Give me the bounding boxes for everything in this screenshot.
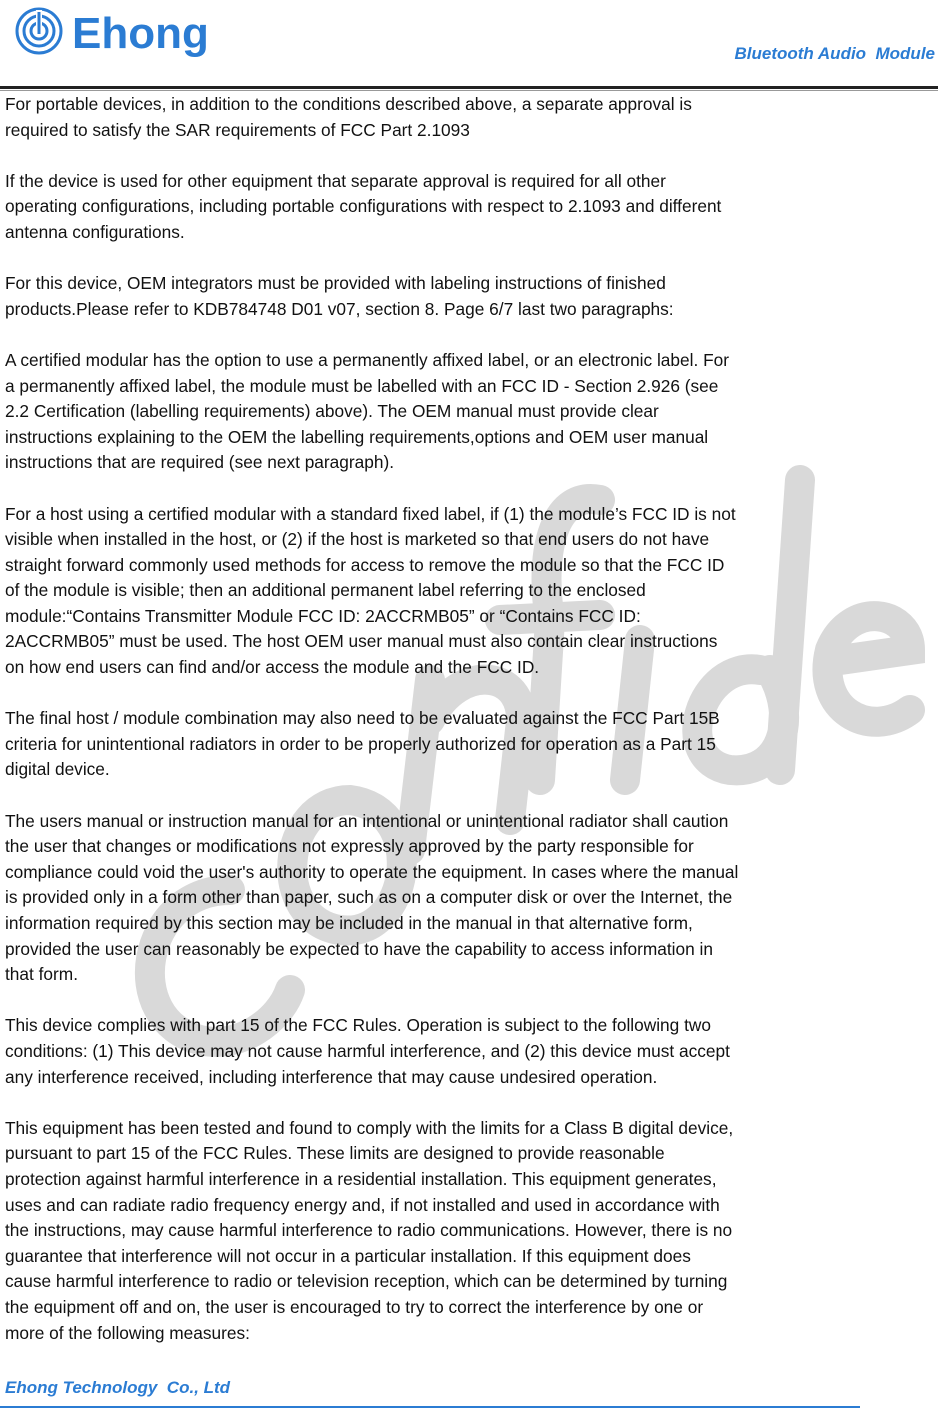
- paragraph-part-15-compliance: This device complies with part 15 of the FCC Rules. Operation is subject to the following two conditions: (1) This device may not cause harmful interference, and (2) this device must accept any interference received, including interference that may cause undesired operation.: [5, 1015, 730, 1087]
- page-header: [0, 0, 949, 92]
- footer-divider: [0, 1406, 860, 1408]
- paragraph-sar: For portable devices, in addition to the conditions described above, a separate approval is required to satisfy the SAR requirements of FCC Part 2.1093: [5, 94, 692, 140]
- paragraph-oem-labeling: For this device, OEM integrators must be provided with labeling instructions of finished products.Please refer to KDB784748 D01 v07, section 8. Page 6/7 last two paragraphs:: [5, 273, 674, 319]
- ehong-logo: [14, 6, 229, 58]
- header-divider: [0, 86, 938, 89]
- paragraph-class-b: This equipment has been tested and found to comply with the limits for a Class B digital device, pursuant to part 15 of the FCC Rules. These limits are designed to provide reasonable protection against harmful interference in a residential installation. This equipment generates, uses and can radiate radio frequency energy and, if not installed and used in accordance with the instructions, may cause harmful interference to radio communications. However, there is no guarantee that interference will not occur in a particular installation. If this equipment does cause harmful interference to radio or television reception, which can be determined by turning the equipment off and on, the user is encouraged to try to correct the interference by one or more of the following measures:: [5, 1117, 734, 1343]
- paragraph-host-fcc-id: For a host using a certified modular with a standard fixed label, if (1) the module’s FCC ID is not visible when installed in the host, or (2) if the host is marketed so that end users do not have straight forward commonly used methods for access to remove the module so that the FCC ID of the module is visible; then an additional permanent label referring to the enclosed module:“Contains Transmitter Module FCC ID: 2ACCRMB05” or “Contains FCC ID: 2ACCRMB05” must be used. The host OEM user manual must also contain clear instructions on how end users can find and/or access the module and the FCC ID.: [5, 503, 736, 678]
- header-divider-thin: [0, 90, 938, 91]
- header-title: Bluetooth Audio Module: [734, 44, 935, 63]
- paragraph-user-manual-caution: The users manual or instruction manual for an intentional or unintentional radiator shall caution the user that changes or modifications not expressly approved by the party responsible for compliance could void the user's authority to operate the equipment. In cases where the manual is provided only in a form other than paper, such as on a computer disk or over the Internet, the information required by this section may be included in the manual in that alternative form, provided the user can reasonably be expected to have the capability to access information in that form.: [5, 810, 739, 985]
- ehong-logo-mark-icon: [17, 9, 61, 53]
- logo-wordmark: Ehong: [72, 9, 209, 58]
- paragraph-part-15b: The final host / module combination may also need to be evaluated against the FCC Part 15B criteria for unintentional radiators in order to be properly authorized for operation as a Part 15 digital device.: [5, 708, 720, 780]
- document-body: [5, 92, 949, 1372]
- footer-company: Ehong Technology Co., Ltd: [5, 1378, 231, 1397]
- paragraph-certified-modular: A certified modular has the option to use a permanently affixed label, or an electronic label. For a permanently affixed label, the module must be labelled with an FCC ID - Section 2.926 (see 2.2 Certification (labelling requirements) above). The OEM manual must provide clear instructions explaining to the OEM the labelling requirements,options and OEM user manual instructions that are required (see next paragraph).: [5, 349, 729, 473]
- paragraph-other-equipment: If the device is used for other equipment that separate approval is required for all other operating configurations, including portable configurations with respect to 2.1093 and different antenna configurations.: [5, 170, 722, 242]
